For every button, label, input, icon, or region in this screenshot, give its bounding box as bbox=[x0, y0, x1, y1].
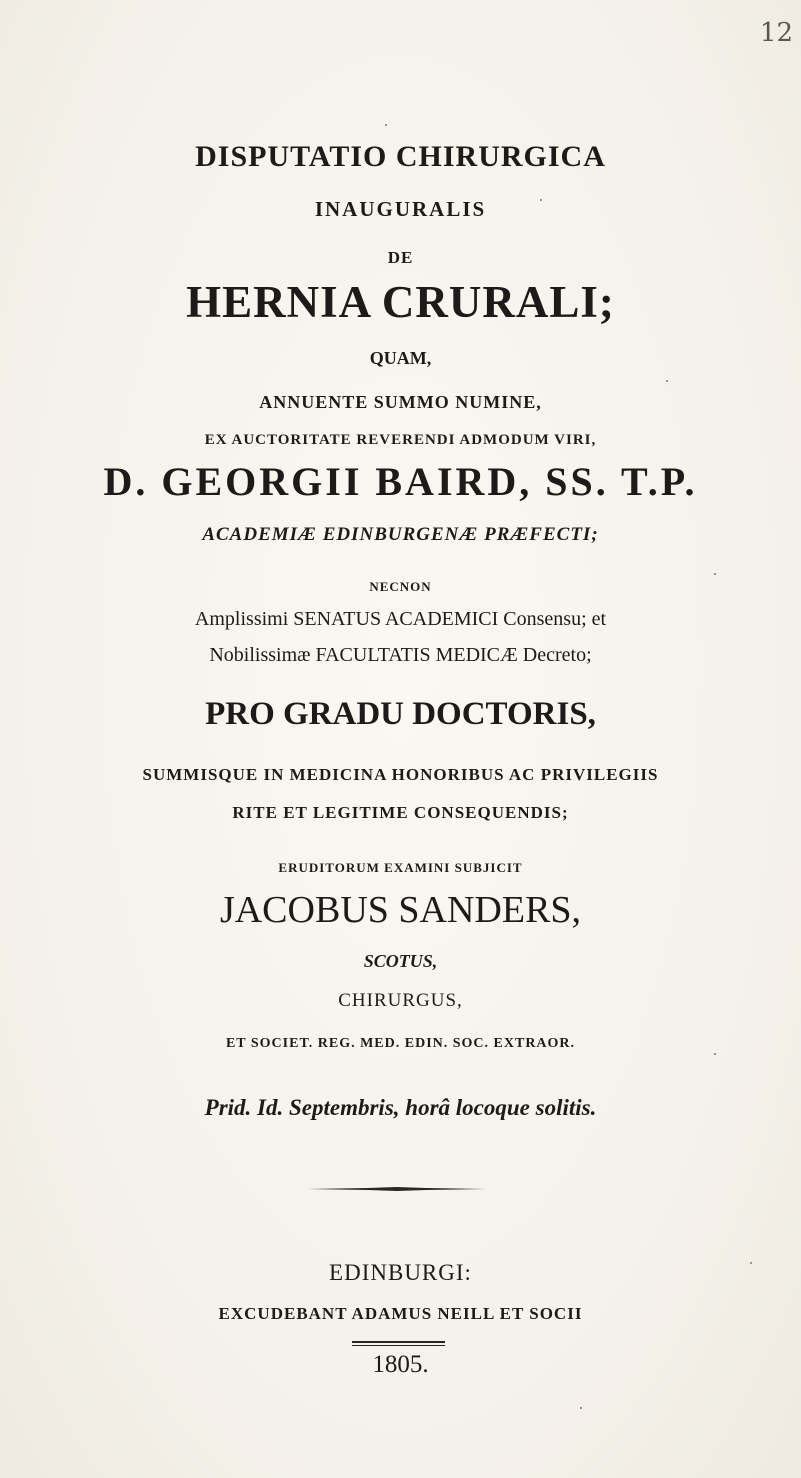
paper-speck bbox=[750, 1262, 752, 1264]
line-summisque: SUMMISQUE IN MEDICINA HONORIBUS AC PRIVILEGIIS bbox=[142, 765, 659, 784]
author-society: ET SOCIET. REG. MED. EDIN. SOC. EXTRAOR. bbox=[225, 1036, 576, 1051]
line-annuente: ANNUENTE SUMMO NUMINE, bbox=[259, 392, 542, 412]
line-facultatis: Nobilissimæ FACULTATIS MEDICÆ Decreto; bbox=[209, 644, 592, 666]
principal-name: D. GEORGII BAIRD, SS. T.P. bbox=[103, 459, 698, 504]
line-senatus: Amplissimi SENATUS ACADEMICI Consensu; et bbox=[194, 608, 607, 630]
title-subject: HERNIA CRURALI; bbox=[186, 277, 615, 327]
paper-speck bbox=[714, 573, 716, 575]
double-rule bbox=[352, 1341, 445, 1347]
line-academiae: ACADEMIÆ EDINBURGENÆ PRÆFECTI; bbox=[202, 524, 599, 545]
line-quam: QUAM, bbox=[369, 348, 432, 368]
ornamental-rule bbox=[308, 1187, 486, 1191]
paper-speck bbox=[580, 1407, 582, 1409]
line-eruditorum: ERUDITORUM EXAMINI SUBJICIT bbox=[278, 860, 523, 875]
line-necnon: NECNON bbox=[369, 579, 432, 594]
title-heading: DISPUTATIO CHIRURGICA bbox=[195, 140, 606, 173]
line-ex-auctoritate: EX AUCTORITATE REVERENDI ADMODUM VIRI, bbox=[204, 432, 597, 448]
imprint-city: EDINBURGI: bbox=[329, 1260, 472, 1285]
title-de: DE bbox=[387, 248, 414, 267]
title-subheading: INAUGURALIS bbox=[314, 197, 487, 221]
paper-speck bbox=[540, 199, 542, 201]
corner-folio-mark: 12 bbox=[759, 18, 793, 48]
paper-speck bbox=[714, 1053, 716, 1055]
date-line: Prid. Id. Septembris, horâ locoque solitis. bbox=[204, 1095, 597, 1120]
paper-speck bbox=[666, 380, 668, 382]
imprint-year: 1805. bbox=[372, 1351, 429, 1378]
imprint-printer: EXCUDEBANT ADAMUS NEILL ET SOCII bbox=[218, 1304, 583, 1323]
line-rite: RITE ET LEGITIME CONSEQUENDIS; bbox=[232, 803, 569, 822]
author-name: JACOBUS SANDERS, bbox=[219, 889, 582, 931]
paper-speck bbox=[385, 124, 387, 126]
author-nationality: SCOTUS, bbox=[363, 951, 438, 971]
degree-title: PRO GRADU DOCTORIS, bbox=[205, 696, 596, 732]
author-profession: CHIRURGUS, bbox=[338, 990, 463, 1011]
